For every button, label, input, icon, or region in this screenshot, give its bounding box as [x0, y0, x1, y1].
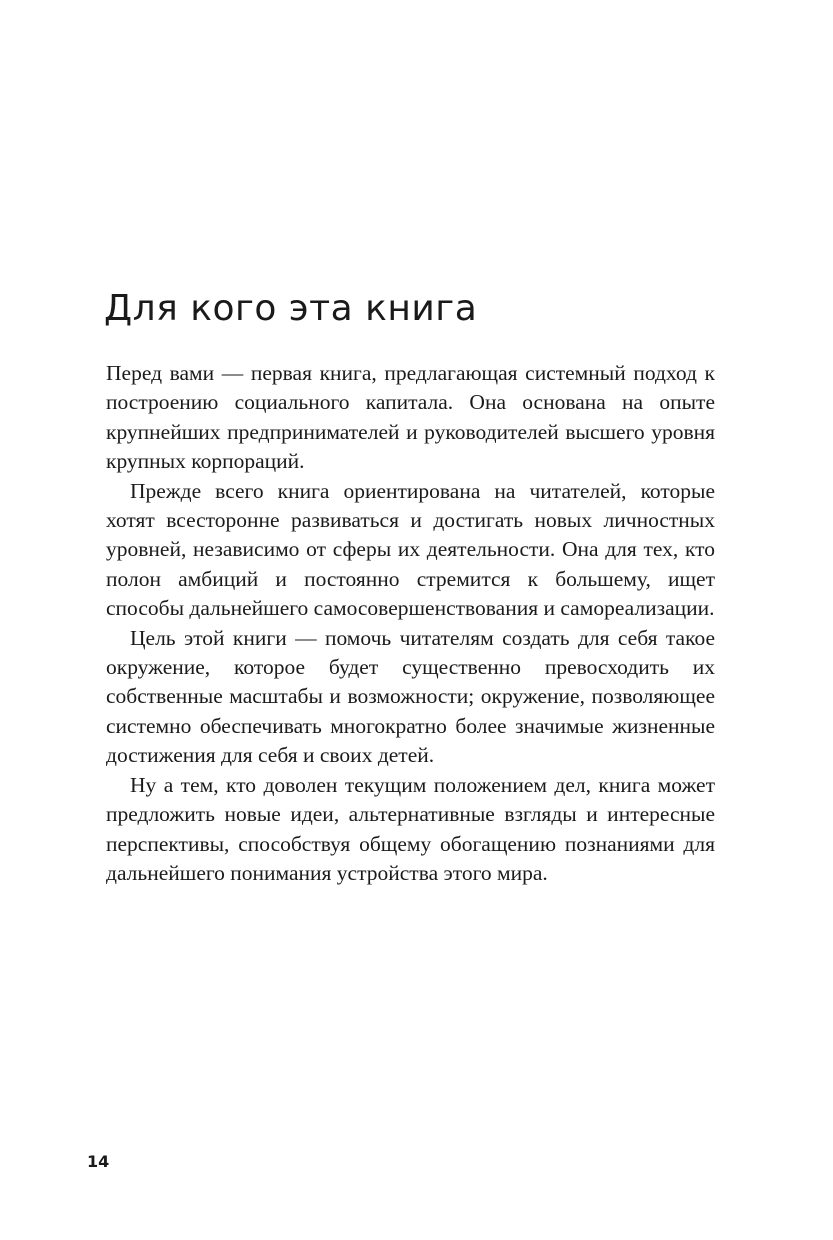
body-text [106, 359, 715, 888]
paragraph-1: Перед вами — первая книга, предлагающая системный подход к построению социального капитала. Она основана на опыте крупнейших предпринимателей и руководителей высшего уровня крупных корпораций. [106, 361, 715, 474]
chapter-title: Для кого эта книга [104, 288, 478, 329]
paragraph-3: Цель этой книги — помочь читателям создать для себя такое окружение, которое будет существенно превосходить их собственные масштабы и возможности; окружение, позволяющее системно обеспечивать многократно более значимые жизненные достижения для себя и своих детей. [106, 625, 715, 768]
paragraph-4: Ну а тем, кто доволен текущим положением дел, книга может предложить новые идеи, альтернативные взгляды и интересные перспективы, способствуя общему обогащению познаниями для дальнейшего понимания устройства этого мира. [106, 772, 715, 885]
paragraph-2: Прежде всего книга ориентирована на читателей, которые хотят всесторонне развиваться и достигать новых личностных уровней, независимо от сферы их деятельности. Она для тех, кто полон амбиций и постоянно стремится к большему, ищет способы дальнейшего самосовершенствования и самореализации. [106, 478, 715, 621]
page-number: 14 [87, 1152, 110, 1171]
